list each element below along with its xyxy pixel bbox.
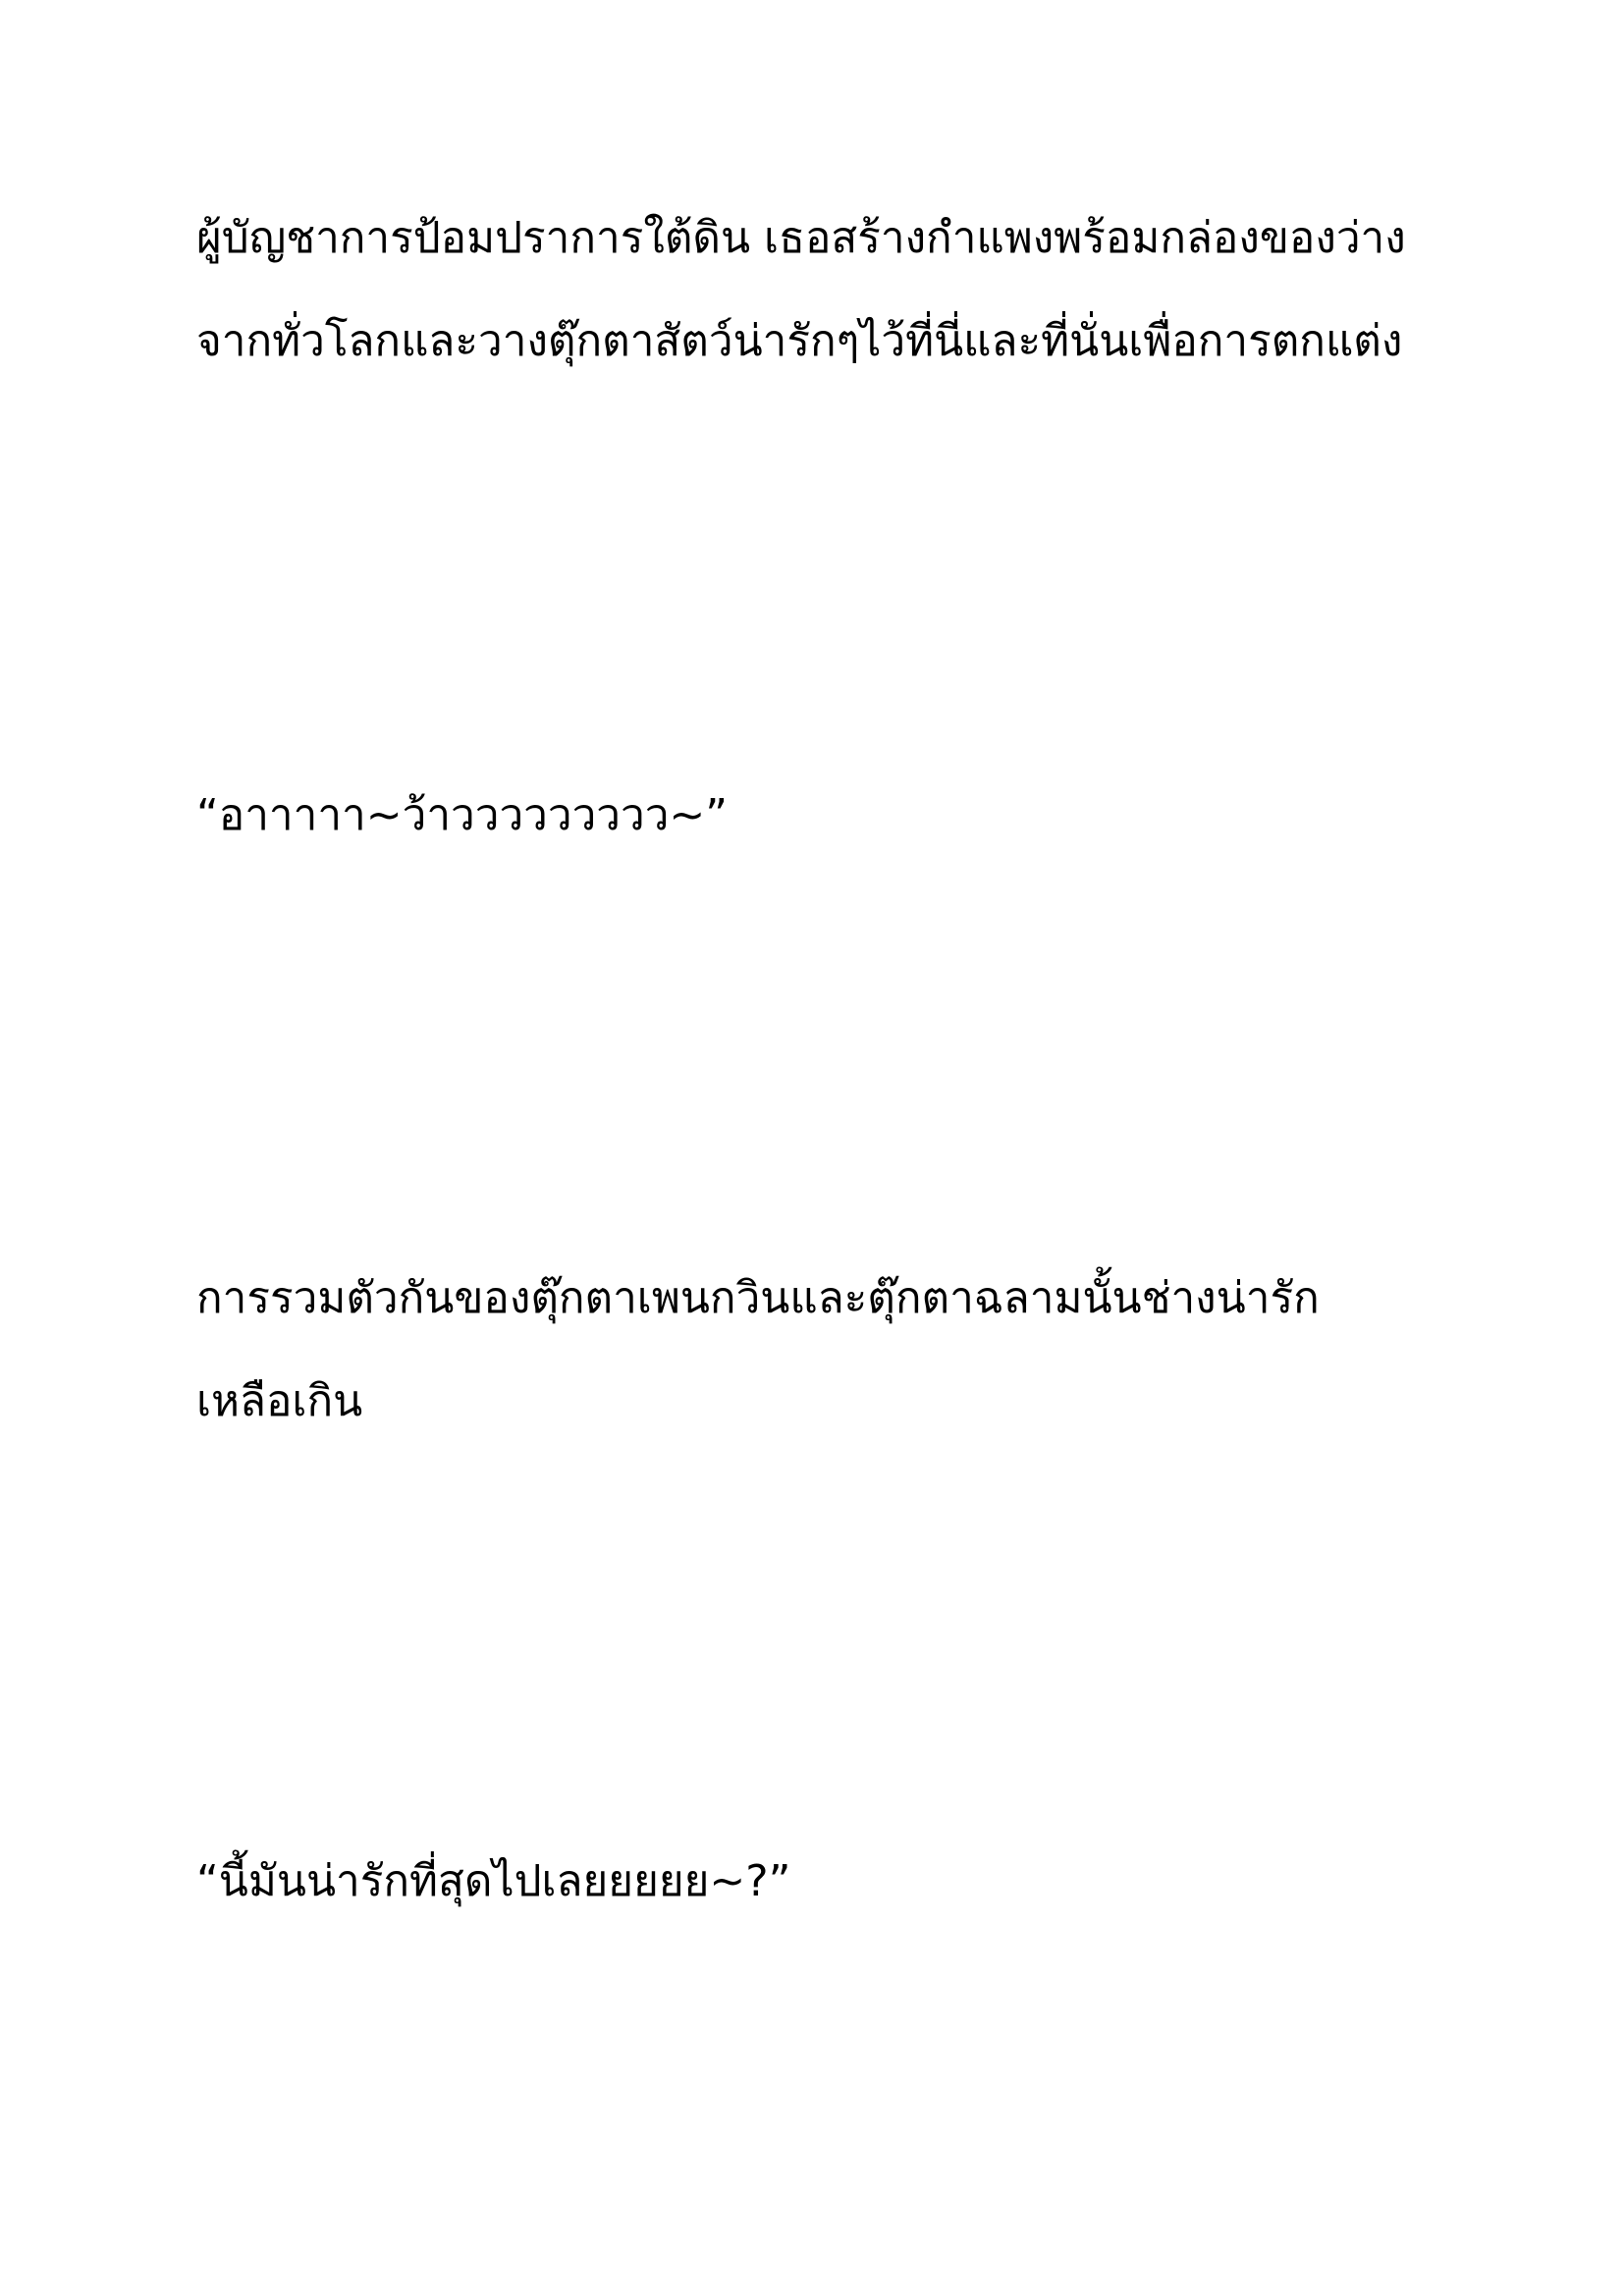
dialogue-paragraph-1 [196, 764, 1434, 867]
paragraph-line: การรวมตัวกันของตุ๊กตาเพนกวินและตุ๊กตาฉลามนั้นช่างน่ารัก [196, 1273, 1320, 1323]
dialogue-paragraph-2 [196, 1830, 1434, 1933]
paragraph-line: เหลือเกิน [196, 1376, 363, 1426]
paragraph-line: จากทั่วโลกและวางตุ๊กตาสัตว์น่ารักๆไว้ที่นี่และที่นั่นเพื่อการตกแต่ง [196, 316, 1403, 366]
paragraph-line: “อาาาาา~ว้าววววววววว~” [196, 790, 729, 840]
paragraph-line: “นี้มันน่ารักที่สุดไปเลยยยยย~?” [196, 1856, 791, 1906]
narration-paragraph-1 [196, 187, 1434, 393]
paragraph-line: ผู้บัญชาการป้อมปราการใต้ดิน เธอสร้างกำแพงพร้อมกล่องของว่าง [196, 213, 1406, 263]
narration-paragraph-2 [196, 1247, 1434, 1453]
